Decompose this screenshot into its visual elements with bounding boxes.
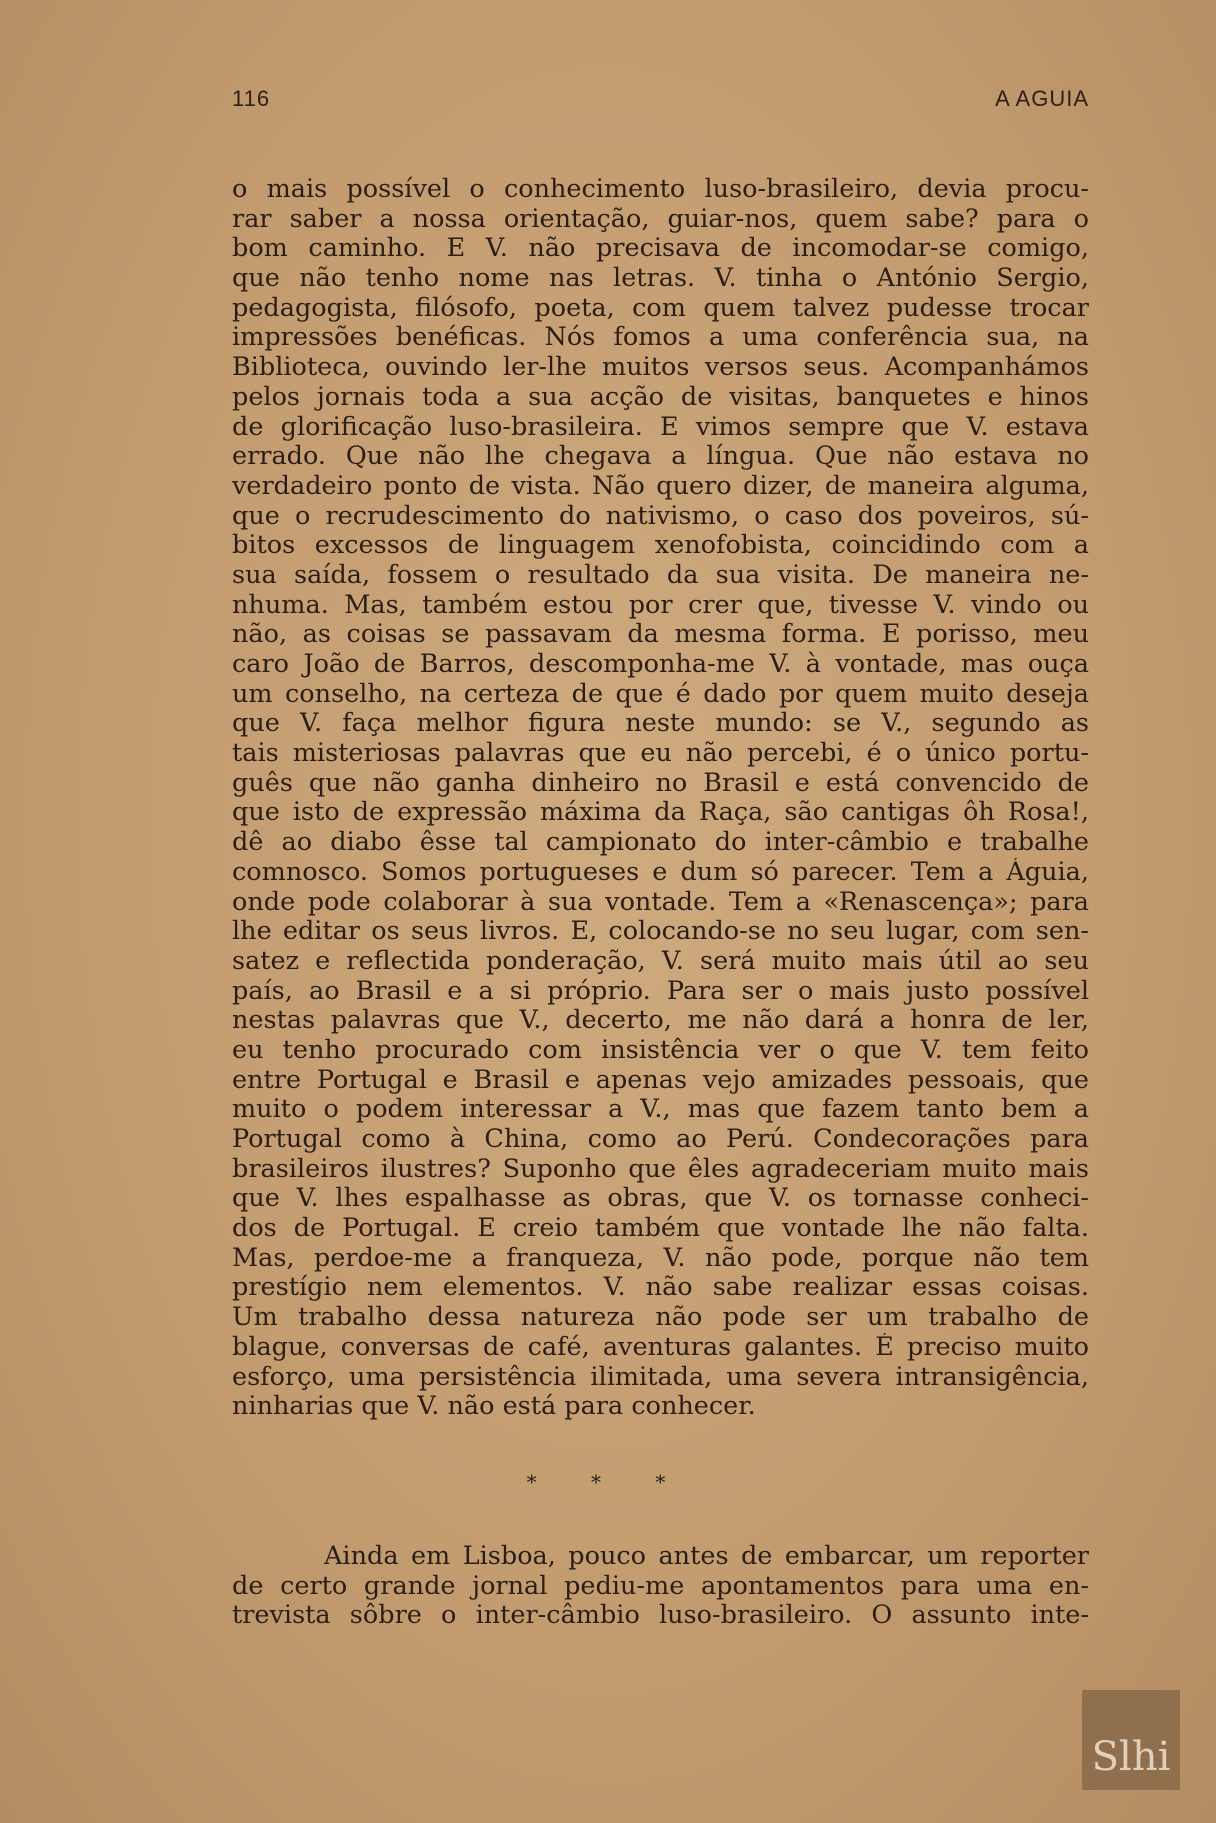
text-line: um conselho, na certeza de que é dado por quem muito deseja bbox=[232, 679, 1089, 709]
running-head bbox=[232, 86, 1089, 116]
text-line: trevista sôbre o inter-câmbio luso-brasileiro. O assunto inte- bbox=[232, 1601, 1089, 1631]
text-line: Portugal como à China, como ao Perú. Condecorações para bbox=[232, 1125, 1089, 1154]
text-line: tais misteriosas palavras que eu não percebi, é o único portu- bbox=[232, 739, 1089, 769]
text-line: errado. Que não lhe chegava a língua. Que não estava no bbox=[232, 442, 1089, 472]
text-line: não, as coisas se passavam da mesma forma. E porisso, meu bbox=[232, 620, 1089, 650]
text-line: lhe editar os seus livros. E, colocando-se no seu lugar, com sen- bbox=[232, 917, 1089, 947]
text-line: que V. faça melhor figura neste mundo: se V., segundo as bbox=[232, 709, 1089, 739]
page-number: 116 bbox=[232, 86, 271, 111]
text-line: eu tenho procurado com insistência ver o que V. tem feito bbox=[232, 1035, 1089, 1065]
section-separator: * * * bbox=[526, 1470, 690, 1494]
text-line: nhuma. Mas, também estou por crer que, tivesse V. vindo ou bbox=[232, 590, 1089, 620]
text-line: entre Portugal e Brasil e apenas vejo amizades pessoais, que bbox=[232, 1065, 1089, 1095]
text-line: que V. lhes espalhasse as obras, que V. os tornasse conheci- bbox=[232, 1184, 1089, 1214]
text-line: brasileiros ilustres? Suponho que êles agradeceriam muito mais bbox=[232, 1154, 1089, 1184]
text-line: pelos jornais toda a sua acção de visitas, banquetes e hinos bbox=[232, 382, 1089, 412]
text-line: o mais possível o conhecimento luso-brasileiro, devia procu- bbox=[232, 175, 1089, 204]
text-line: rar saber a nossa orientação, guiar-nos, quem sabe? para o bbox=[232, 204, 1089, 234]
text-line: Mas, perdoe-me a franqueza, V. não pode, porque não tem bbox=[232, 1243, 1089, 1273]
text-line: que isto de expressão máxima da Raça, são cantigas ôh Rosa!, bbox=[232, 798, 1089, 828]
text-line: país, ao Brasil e a si próprio. Para ser o mais justo possível bbox=[232, 976, 1089, 1006]
text-line: dê ao diabo êsse tal campionato do inter-câmbio e trabalhe bbox=[232, 828, 1089, 858]
text-line: satez e reflectida ponderação, V. será muito mais útil ao seu bbox=[232, 946, 1089, 976]
text-line: de certo grande jornal pediu-me apontamentos para uma en- bbox=[232, 1571, 1089, 1601]
text-line: impressões benéficas. Nós fomos a uma conferência sua, na bbox=[232, 323, 1089, 353]
journal-title: A AGUIA bbox=[995, 86, 1089, 111]
text-line: Ainda em Lisboa, pouco antes de embarcar, um reporter bbox=[324, 1542, 1089, 1571]
library-stamp bbox=[1082, 1690, 1180, 1790]
text-line: que o recrudescimento do nativismo, o caso dos poveiros, sú- bbox=[232, 501, 1089, 531]
next-section-text bbox=[232, 1542, 1089, 1631]
text-line: Biblioteca, ouvindo ler-lhe muitos versos seus. Acompanhámos bbox=[232, 353, 1089, 383]
text-line: onde pode colaborar à sua vontade. Tem a «Renascença»; para bbox=[232, 887, 1089, 917]
text-line: esforço, uma persistência ilimitada, uma severa intransigência, bbox=[232, 1362, 1089, 1392]
text-line: verdadeiro ponto de vista. Não quero dizer, de maneira alguma, bbox=[232, 471, 1089, 501]
text-line: prestígio nem elementos. V. não sabe realizar essas coisas. bbox=[232, 1273, 1089, 1303]
text-line: ninharias que V. não está para conhecer. bbox=[232, 1392, 756, 1422]
text-line: de glorificação luso-brasileira. E vimos sempre que V. estava bbox=[232, 412, 1089, 442]
text-line: pedagogista, filósofo, poeta, com quem talvez pudesse trocar bbox=[232, 293, 1089, 323]
text-line: bitos excessos de linguagem xenofobista, coincidindo com a bbox=[232, 531, 1089, 561]
text-line: blague, conversas de café, aventuras galantes. É preciso muito bbox=[232, 1332, 1089, 1362]
text-line: Um trabalho dessa natureza não pode ser um trabalho de bbox=[232, 1303, 1089, 1333]
text-line: que não tenho nome nas letras. V. tinha o António Sergio, bbox=[232, 264, 1089, 294]
text-line: nestas palavras que V., decerto, me não dará a honra de ler, bbox=[232, 1006, 1089, 1036]
text-line: dos de Portugal. E creio também que vontade lhe não falta. bbox=[232, 1214, 1089, 1244]
text-line: comnosco. Somos portugueses e dum só parecer. Tem a Águia, bbox=[232, 857, 1089, 887]
text-line: caro João de Barros, descomponha-me V. à vontade, mas ouça bbox=[232, 650, 1089, 679]
text-line: bom caminho. E V. não precisava de incomodar-se comigo, bbox=[232, 234, 1089, 264]
text-line: muito o podem interessar a V., mas que fazem tanto bem a bbox=[232, 1095, 1089, 1125]
library-stamp-text: Slhi bbox=[1091, 1734, 1171, 1780]
text-line: guês que não ganha dinheiro no Brasil e está convencido de bbox=[232, 768, 1089, 798]
text-line: sua saída, fossem o resultado da sua visita. De maneira ne- bbox=[232, 560, 1089, 590]
body-text bbox=[232, 175, 1089, 1422]
